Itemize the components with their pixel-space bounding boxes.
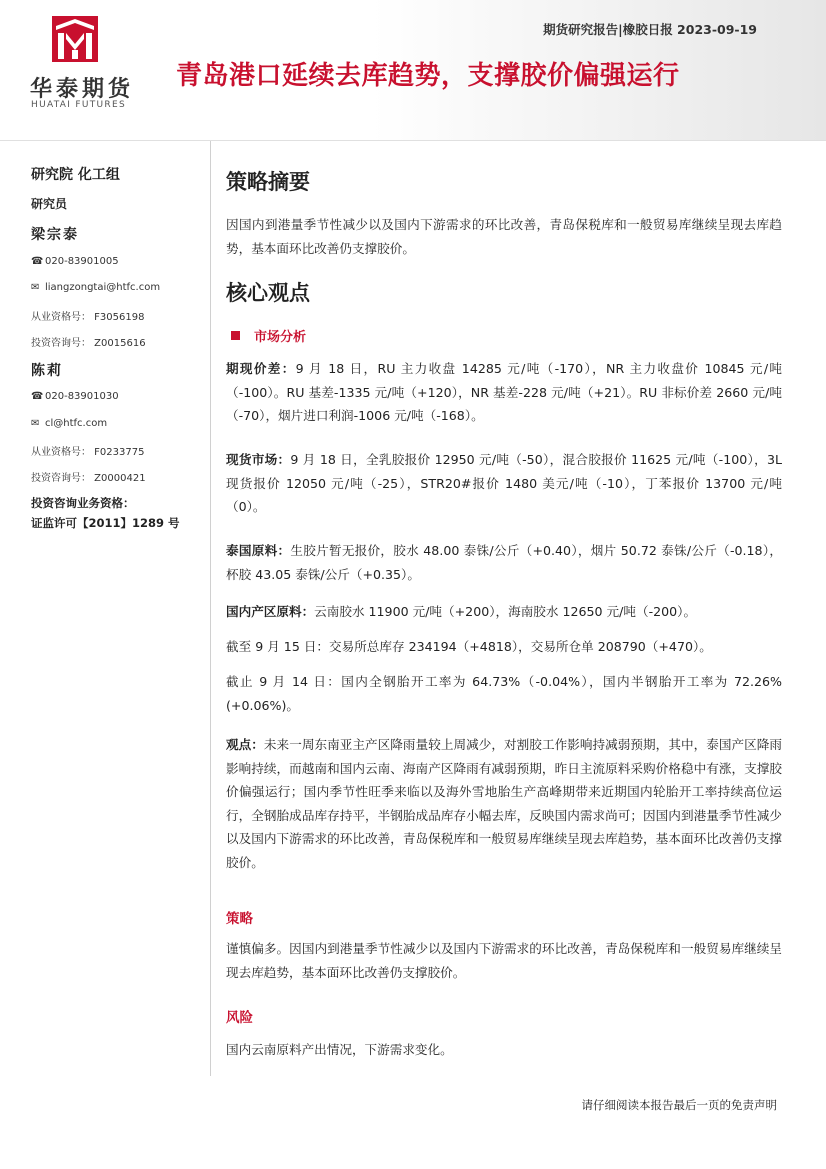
sidebar-divider — [210, 141, 211, 1076]
thai-material-paragraph — [226, 539, 782, 586]
license-label: 投资咨询业务资格： — [31, 496, 135, 510]
risk-heading: 风险 — [226, 1010, 253, 1026]
analyst-phone — [31, 256, 119, 267]
qualification-number: 从业资格号： F3056198 — [31, 312, 145, 323]
department-label: 研究院 化工组 — [31, 167, 120, 183]
email-address[interactable]: liangzongtai@htfc.com — [45, 282, 161, 293]
disclaimer-note: 请仔细阅读本报告最后一页的免责声明 — [581, 1098, 777, 1112]
risk-paragraph: 国内云南原料产出情况，下游需求变化。 — [226, 1042, 453, 1057]
analyst-email — [31, 282, 160, 293]
logo-english-text: HUATAI FUTURES — [31, 100, 126, 110]
email-icon: ✉ — [31, 418, 40, 429]
spot-market-label: 现货市场： — [226, 452, 291, 467]
view-text: 未来一周东南亚主产区降雨量较上周减少，对割胶工作影响持减弱预期，其中，泰国产区降雨影响持续，而越南和国内云南、海南产区降雨有减弱预期，昨日主流原料采购价格稳中有涨，支撑胶价偏强运行；国内季节性旺季来临以及海外雪地胎生产高峰期带来近期国内轮胎开工率持续高位运行，全钢胎成品库存持平，半钢胎成品库存小幅去库，反映国内需求尚可；因国内到港量季节性减少以及国内下游需求的环比改善，青岛保税库和一般贸易库继续呈现去库趋势，基本面环比改善仍支撑胶价。 — [226, 737, 783, 870]
view-paragraph — [226, 733, 782, 874]
thai-material-label: 泰国原料： — [226, 543, 291, 558]
email-icon: ✉ — [31, 282, 40, 293]
domestic-material-label: 国内产区原料： — [226, 604, 315, 619]
bullet-square-icon — [231, 331, 240, 340]
domestic-material-paragraph — [226, 600, 782, 624]
license-number: 证监许可【2011】1289 号 — [31, 516, 180, 530]
phone-icon: ☎ — [31, 391, 44, 402]
report-header — [0, 0, 826, 140]
huatai-logo-icon — [52, 16, 98, 62]
consulting-number: 投资咨询号： Z0015616 — [31, 338, 146, 349]
qualification-number: 从业资格号： F0233775 — [31, 447, 145, 458]
market-analysis-label: 市场分析 — [254, 330, 307, 345]
thai-material-text: 生胶片暂无报价，胶水 48.00 泰铢/公斤（+0.40），烟片 50.72 泰铢/公斤（-0.18），杯胶 43.05 泰铢/公斤（+0.35）。 — [226, 543, 783, 582]
phone-number: 020-83901030 — [45, 391, 119, 402]
phone-number: 020-83901005 — [45, 256, 119, 267]
email-address[interactable]: cl@htfc.com — [45, 418, 108, 429]
phone-icon: ☎ — [31, 256, 44, 267]
report-type-date: 期货研究报告|橡胶日报 2023-09-19 — [543, 22, 757, 37]
futures-spread-paragraph — [226, 357, 782, 428]
market-analysis-heading — [226, 326, 306, 345]
logo-chinese-text: 华泰期货 — [30, 77, 135, 102]
consulting-number: 投资咨询号： Z0000421 — [31, 473, 146, 484]
analyst-name: 陈莉 — [31, 363, 63, 379]
spot-market-text: 9 月 18 日，全乳胶报价 12950 元/吨（-50），混合胶报价 11625 元/吨（-100），3L 现货报价 12050 元/吨（-25），STR20#报价 1480 美元/吨（-10），丁苯报价 13700 元/吨（0）。 — [226, 452, 782, 514]
view-label: 观点： — [226, 737, 264, 752]
analyst-phone — [31, 391, 119, 402]
futures-spread-text: 9 月 18 日，RU 主力收盘 14285 元/吨（-170），NR 主力收盘价 10845 元/吨（-100）。RU 基差-1335 元/吨（+120），NR 基差-228 元/吨（+21）。RU 非标价差 2660 元/吨（-70），烟片进口利润-1006 元/吨（-168）。 — [226, 361, 782, 423]
spot-market-paragraph — [226, 448, 782, 519]
strategy-paragraph: 谨慎偏多。因国内到港量季节性减少以及国内下游需求的环比改善，青岛保税库和一般贸易库继续呈现去库趋势，基本面环比改善仍支撑胶价。 — [226, 941, 782, 980]
summary-paragraph: 因国内到港量季节性减少以及国内下游需求的环比改善，青岛保税库和一般贸易库继续呈现去库趋势，基本面环比改善仍支撑胶价。 — [226, 217, 782, 256]
researcher-role-label: 研究员 — [31, 197, 68, 211]
inventory-paragraph: 截至 9 月 15 日：交易所总库存 234194（+4818），交易所仓单 208790（+470）。 — [226, 639, 712, 654]
core-view-heading: 核心观点 — [226, 281, 310, 305]
analyst-email — [31, 418, 107, 429]
futures-spread-label: 期现价差： — [226, 361, 296, 376]
operating-rate-paragraph: 截止 9 月 14 日：国内全钢胎开工率为 64.73%（-0.04%），国内半钢胎开工率为 72.26%(+0.06%)。 — [226, 674, 782, 713]
analyst-name: 梁宗泰 — [31, 227, 79, 243]
summary-heading: 策略摘要 — [226, 170, 310, 194]
domestic-material-text: 云南胶水 11900 元/吨（+200），海南胶水 12650 元/吨（-200）。 — [314, 604, 697, 619]
page-title: 青岛港口延续去库趋势，支撑胶价偏强运行 — [176, 61, 680, 91]
analyst-sidebar — [0, 141, 210, 1169]
strategy-heading: 策略 — [226, 911, 253, 927]
